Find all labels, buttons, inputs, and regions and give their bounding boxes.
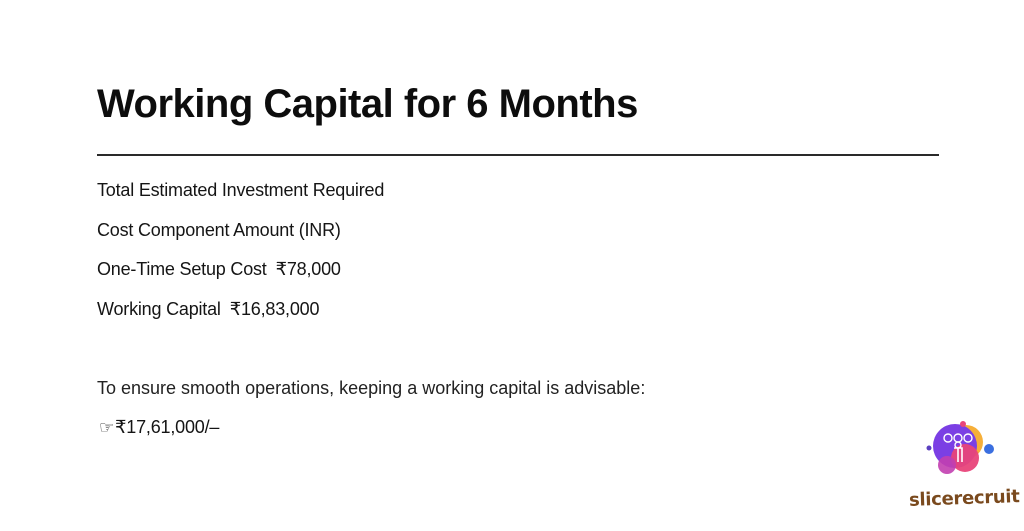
cost-row [97,299,319,320]
logo-wordmark: slicerecruit [908,486,1020,511]
recommended-capital-amount: ₹17,61,000/– [115,417,220,437]
pointing-hand-icon: ☞ [99,418,115,438]
investment-heading: Total Estimated Investment Required [97,180,385,200]
cost-row-label: One-Time Setup Cost [97,259,267,279]
slide-title: Working Capital for 6 Months [97,82,638,126]
recommended-capital [99,417,219,438]
slicerecruit-logo [903,418,1020,518]
cost-row [97,259,341,280]
people-bubble-logo-icon [903,418,1015,490]
title-divider [97,154,939,156]
table-header: Cost Component Amount (INR) [97,220,341,240]
cost-row-label: Working Capital [97,299,221,319]
cost-row-amount: ₹78,000 [275,259,341,279]
advisory-note: To ensure smooth operations, keeping a working capital is advisable: [97,378,646,398]
cost-row-amount: ₹16,83,000 [229,299,320,319]
